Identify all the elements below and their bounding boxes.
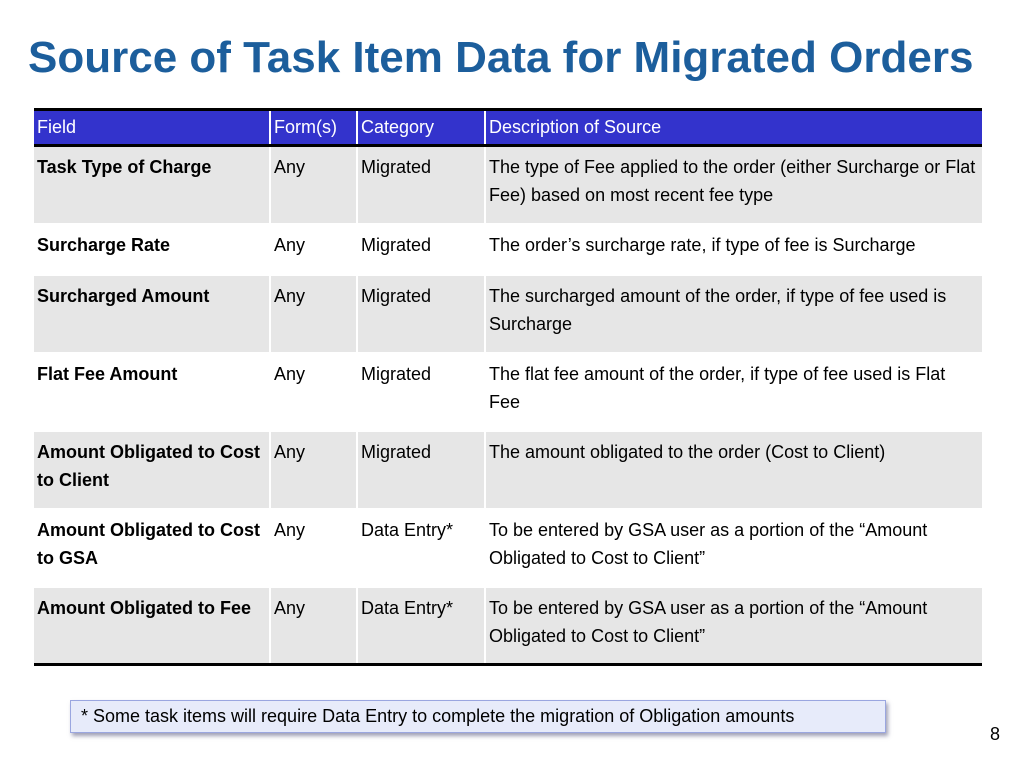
forms-cell: Any [270, 224, 357, 275]
column-header-description: Description of Source [485, 110, 982, 146]
forms-cell: Any [270, 275, 357, 353]
field-cell: Surcharge Rate [34, 224, 270, 275]
table-row [34, 353, 982, 431]
field-cell: Surcharged Amount [34, 275, 270, 353]
description-cell: The surcharged amount of the order, if type of fee used is Surcharge [485, 275, 982, 353]
category-cell: Migrated [357, 353, 485, 431]
task-item-table [34, 108, 982, 666]
footnote-text: * Some task items will require Data Entry to complete the migration of Obligation amounts [81, 706, 795, 726]
page-number: 8 [990, 724, 1001, 744]
description-cell: The order’s surcharge rate, if type of fee is Surcharge [485, 224, 982, 275]
description-cell: To be entered by GSA user as a portion of the “Amount Obligated to Cost to Client” [485, 509, 982, 587]
slide-title: Source of Task Item Data for Migrated Orders [28, 33, 974, 82]
table-row [34, 587, 982, 665]
forms-cell: Any [270, 146, 357, 224]
category-cell: Migrated [357, 275, 485, 353]
column-header-field: Field [34, 110, 270, 146]
footnote-box [70, 700, 886, 733]
field-cell: Amount Obligated to Cost to Client [34, 431, 270, 509]
description-cell: The type of Fee applied to the order (either Surcharge or Flat Fee) based on most recent fee type [485, 146, 982, 224]
table-header-row [34, 110, 982, 146]
field-cell: Flat Fee Amount [34, 353, 270, 431]
category-cell: Migrated [357, 431, 485, 509]
description-cell: The amount obligated to the order (Cost to Client) [485, 431, 982, 509]
category-cell: Data Entry* [357, 587, 485, 665]
forms-cell: Any [270, 509, 357, 587]
category-cell: Migrated [357, 224, 485, 275]
field-cell: Amount Obligated to Fee [34, 587, 270, 665]
table-row [34, 146, 982, 224]
table-row [34, 509, 982, 587]
category-cell: Data Entry* [357, 509, 485, 587]
field-cell: Amount Obligated to Cost to GSA [34, 509, 270, 587]
table-row [34, 275, 982, 353]
table-row [34, 224, 982, 275]
category-cell: Migrated [357, 146, 485, 224]
table-row [34, 431, 982, 509]
column-header-forms: Form(s) [270, 110, 357, 146]
description-cell: The flat fee amount of the order, if type of fee used is Flat Fee [485, 353, 982, 431]
forms-cell: Any [270, 431, 357, 509]
description-cell: To be entered by GSA user as a portion of the “Amount Obligated to Cost to Client” [485, 587, 982, 665]
field-cell: Task Type of Charge [34, 146, 270, 224]
task-item-table-container [34, 108, 982, 666]
column-header-category: Category [357, 110, 485, 146]
forms-cell: Any [270, 353, 357, 431]
forms-cell: Any [270, 587, 357, 665]
